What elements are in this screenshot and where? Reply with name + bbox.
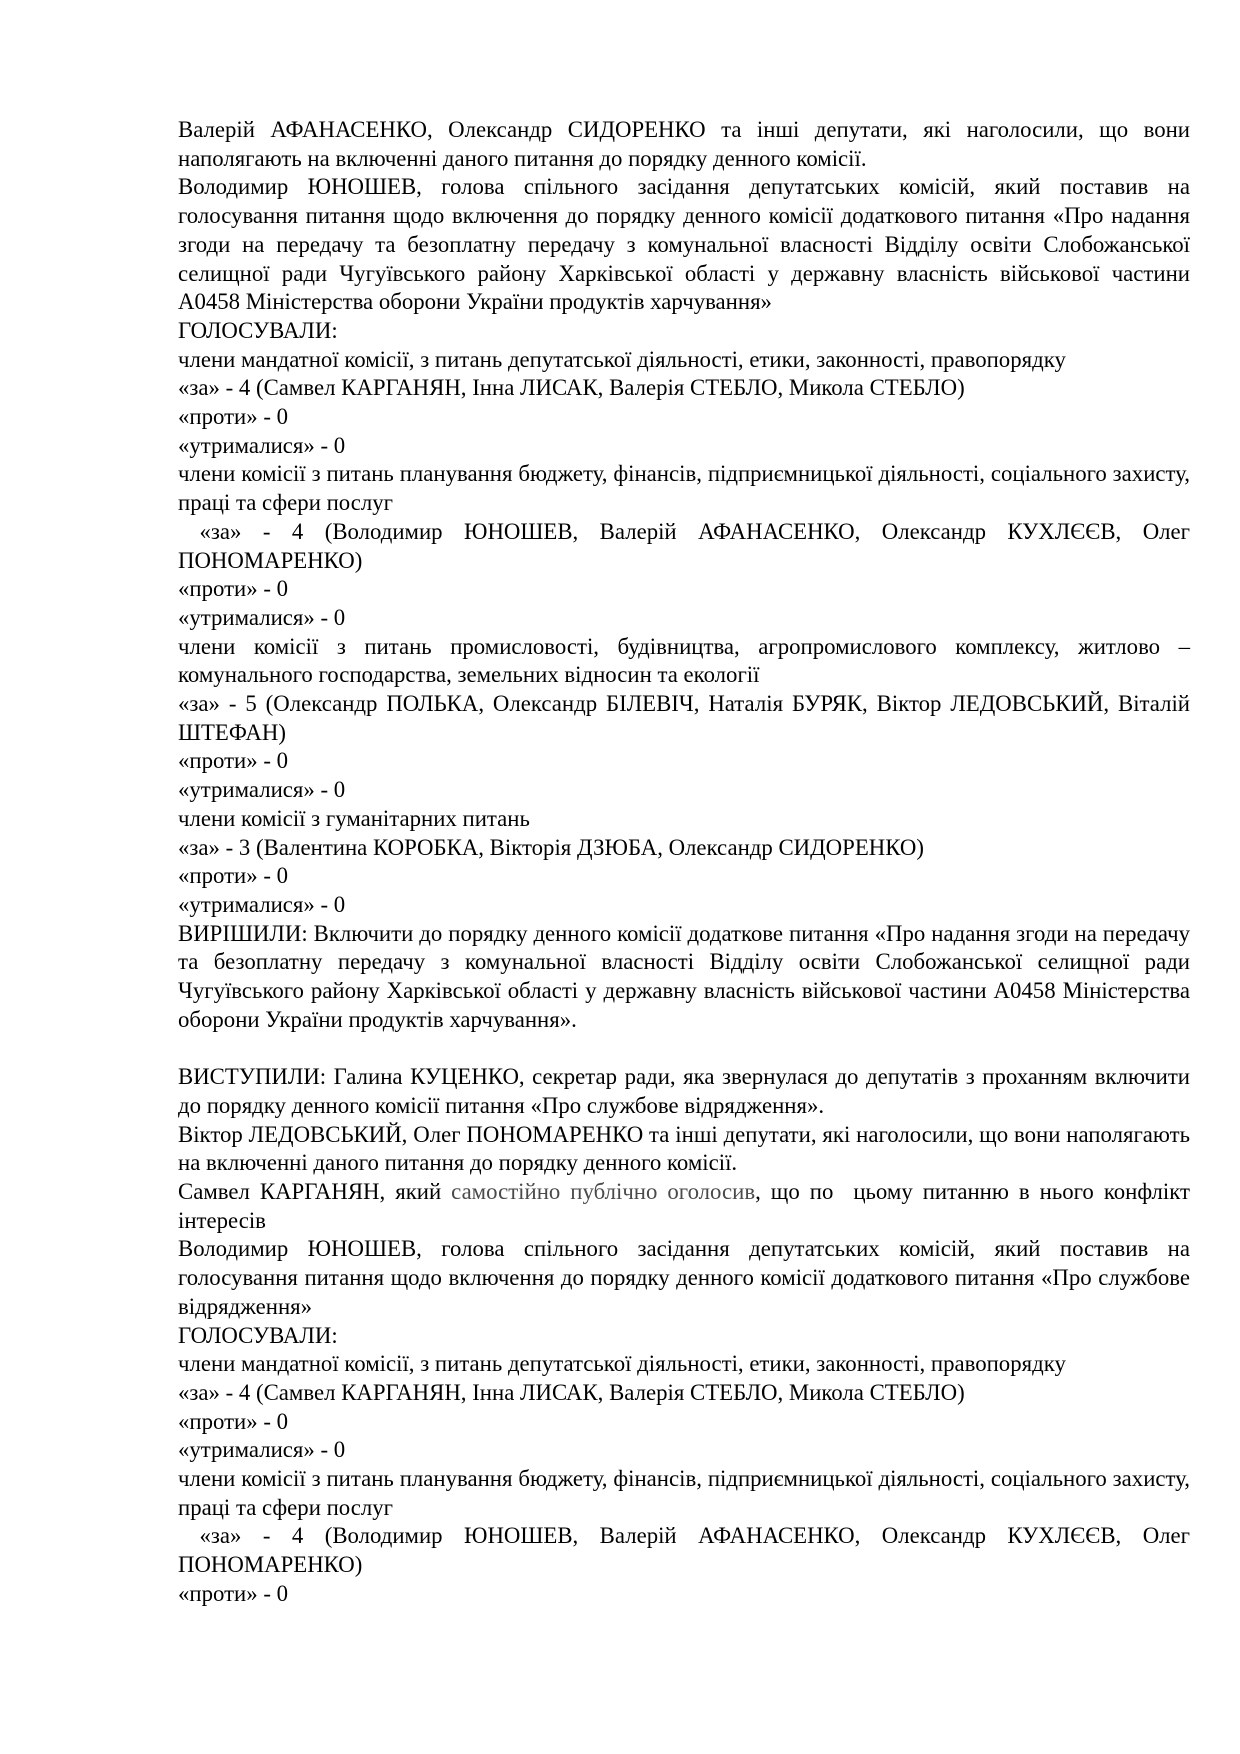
committee-name: члени комісії з питань промисловості, будівництва, агропромислового комплексу, житлово – комунального господарства, земельних відносин та екології — [178, 633, 1190, 688]
paragraph: Володимир ЮНОШЕВ, голова спільного засідання депутатських комісій, який поставив на голосування питання щодо включення до порядку денного комісії додаткового питання «Про надання згоди на передачу та безоплатну передачу з комунальної власності Відділу освіти Слобожанської селищної ради Чугуївського району Харківської області у державну власність військової частини А0458 Міністерства оборони України продуктів харчування» — [178, 174, 1190, 315]
paragraph: Володимир ЮНОШЕВ, голова спільного засідання депутатських комісій, який поставив на голосування питання щодо включення до порядку денного комісії додаткового питання «Про службове відрядження» — [178, 1236, 1190, 1319]
conflict-statement — [178, 1178, 1196, 1235]
voted-heading: ГОЛОСУВАЛИ: — [178, 317, 338, 343]
vote-against: «проти» - 0 — [178, 1408, 289, 1434]
vote-for: «за» - 5 (Олександр ПОЛЬКА, Олександр БІЛЕВІЧ, Наталія БУРЯК, Віктор ЛЕДОВСЬКИЙ, Віталій ШТЕФАН) — [178, 691, 1190, 745]
decision: ВИРІШИЛИ: Включити до порядку денного комісії додаткове питання «Про надання згоди на передачу та безоплатну передачу з комунальної власності Відділу освіти Слобожанської селищної ради Чугуївського району Харківської області у державну власність військової частини А0458 Міністерства оборони України продуктів харчування». — [178, 920, 1190, 1032]
vote-for: «за» - 4 (Самвел КАРГАНЯН, Інна ЛИСАК, Валерія СТЕБЛО, Микола СТЕБЛО) — [178, 1379, 965, 1405]
vote-for: «за» - 3 (Валентина КОРОБКА, Вікторія ДЗЮБА, Олександр СИДОРЕНКО) — [178, 834, 924, 860]
committee-name: члени комісії з гуманітарних питань — [178, 805, 530, 831]
vote-abstain: «утрималися» - 0 — [178, 1437, 346, 1463]
committee-name: члени мандатної комісії, з питань депутатської діяльності, етики, законності, правопорядку — [178, 346, 1066, 372]
vote-abstain: «утрималися» - 0 — [178, 604, 346, 630]
document-page — [178, 116, 1196, 1609]
vote-against: «проти» - 0 — [178, 404, 289, 430]
vote-against: «проти» - 0 — [178, 863, 289, 889]
vote-against: «проти» - 0 — [178, 1580, 289, 1606]
speakers: ВИСТУПИЛИ: Галина КУЦЕНКО, секретар ради, яка звернулася до депутатів з проханням включити до порядку денного комісії питання «Про службове відрядження». — [178, 1064, 1190, 1118]
committee-name: члени комісії з питань планування бюджету, фінансів, підприємницької діяльності, соціального захисту, праці та сфери послуг — [178, 461, 1190, 516]
vote-for: «за» - 4 (Володимир ЮНОШЕВ, Валерій АФАНАСЕНКО, Олександр КУХЛЄЄВ, Олег ПОНОМАРЕНКО) — [178, 518, 1196, 573]
committee-name: члени мандатної комісії, з питань депутатської діяльності, етики, законності, правопорядку — [178, 1351, 1066, 1377]
conflict-declared: самостійно публічно оголосив — [451, 1179, 756, 1204]
paragraph: Валерій АФАНАСЕНКО, Олександр СИДОРЕНКО та інші депутати, які наголосили, що вони наполягають на включенні даного питання до порядку денного комісії. — [178, 117, 1190, 171]
vote-abstain: «утрималися» - 0 — [178, 891, 346, 917]
vote-against: «проти» - 0 — [178, 576, 289, 602]
committee-name: члени комісії з питань планування бюджету, фінансів, підприємницької діяльності, соціального захисту, праці та сфери послуг — [178, 1466, 1190, 1520]
vote-abstain: «утрималися» - 0 — [178, 777, 346, 803]
voted-heading: ГОЛОСУВАЛИ: — [178, 1322, 338, 1348]
vote-against: «проти» - 0 — [178, 748, 289, 774]
conflict-name: Самвел КАРГАНЯН, який — [178, 1179, 452, 1204]
vote-for: «за» - 4 (Володимир ЮНОШЕВ, Валерій АФАНАСЕНКО, Олександр КУХЛЄЄВ, Олег ПОНОМАРЕНКО) — [178, 1523, 1196, 1578]
vote-for: «за» - 4 (Самвел КАРГАНЯН, Інна ЛИСАК, Валерія СТЕБЛО, Микола СТЕБЛО) — [178, 375, 965, 401]
vote-abstain: «утрималися» - 0 — [178, 432, 346, 458]
paragraph: Віктор ЛЕДОВСЬКИЙ, Олег ПОНОМАРЕНКО та інші депутати, які наголосили, що вони наполягають на включенні даного питання до порядку денного комісії. — [178, 1121, 1190, 1176]
conflict-end: , що по цьому питанню в нього конфлікт інтересів — [178, 1179, 1196, 1233]
blank-line — [178, 1035, 1190, 1064]
